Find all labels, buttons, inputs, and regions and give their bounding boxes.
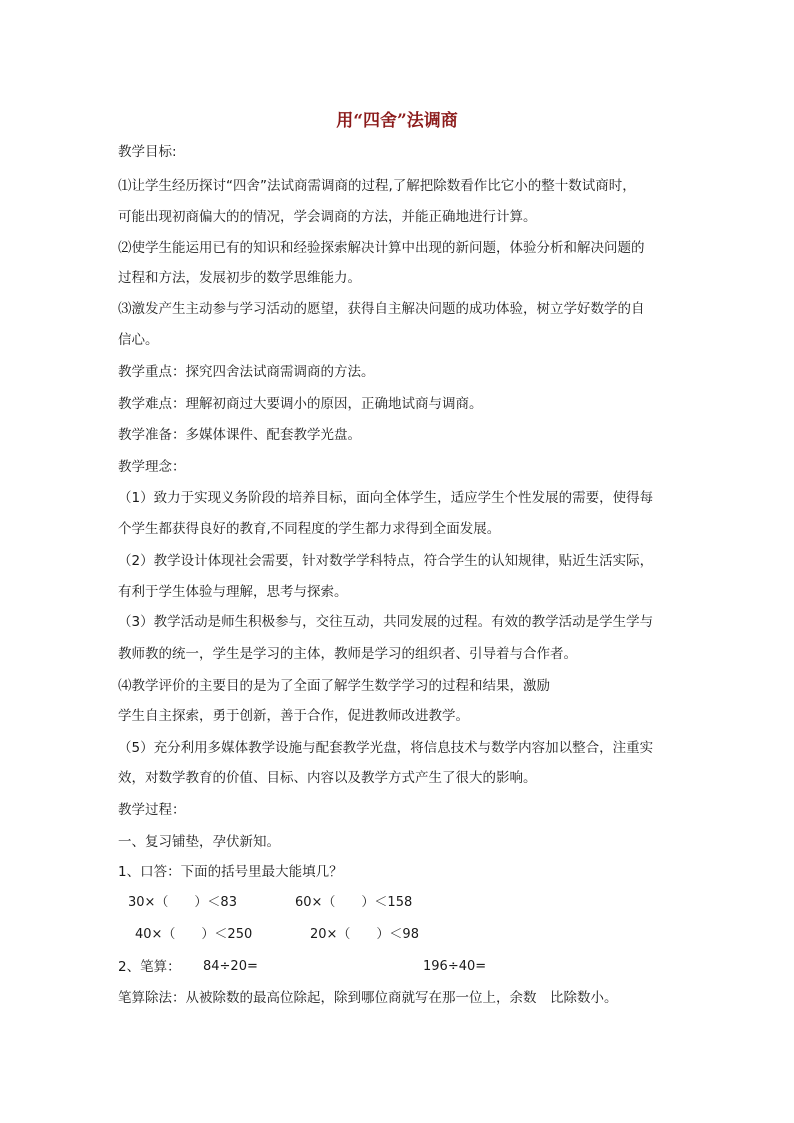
text-line: 效，对数学教育的价值、目标、内容以及教学方式产生了很大的影响。 [118,770,537,786]
text-line: （5）充分利用多媒体教学设施与配套教学光盘，将信息技术与数学内容加以整合，注重实 [118,740,654,756]
text-line: 可能出现初商偏大的的情况，学会调商的方法，并能正确地进行计算。 [118,209,537,225]
text-line: ⑵使学生能运用已有的知识和经验探索解决计算中出现的新问题，体验分析和解决问题的 [118,240,645,256]
text-line: 信心。 [118,332,159,348]
text-line: 过程和方法，发展初步的数学思维能力。 [118,270,361,286]
text-line: ⑶激发产生主动参与学习活动的愿望，获得自主解决问题的成功体验，树立学好数学的自 [118,301,645,317]
text-line: （1）致力于实现义务阶段的培养目标，面向全体学生，适应学生个性发展的需要，使得每 [118,490,654,506]
text-line: 教学目标: [118,144,177,160]
exercise-item: 40×（ ）＜250 [135,927,253,942]
text-line: 教师教的统一，学生是学习的主体，教师是学习的组织者、引导着与合作者。 [118,646,577,662]
exercise-item: 30×（ ）＜83 [128,895,237,910]
written-calc-question: 84÷20= [203,959,258,974]
text-line: 学生自主探索，勇于创新，善于合作，促进教师改进教学。 [118,708,469,724]
text-line: 个学生都获得良好的教育,不同程度的学生都力求得到全面发展。 [118,521,501,537]
text-line: 教学难点：理解初商过大要调小的原因，正确地试商与调商。 [118,396,483,412]
exercise-item: 20×（ ）＜98 [310,927,419,942]
text-line: 教学重点：探究四舍法试商需调商的方法。 [118,364,375,380]
text-line: （3）教学活动是师生积极参与，交往互动，共同发展的过程。有效的教学活动是学生学与 [118,614,654,630]
text-line: ⑷教学评价的主要目的是为了全面了解学生数学学习的过程和结果，激励 [118,678,550,694]
written-calc-label: 2、笔算： [118,959,181,975]
document-title: 用“四舍”法调商 [336,111,458,131]
text-line: 教学过程： [118,802,186,818]
exercise-item: 60×（ ）＜158 [295,895,413,910]
text-line: （2）教学设计体现社会需要，针对数学学科特点，符合学生的认知规律，贴近生活实际， [118,553,654,569]
text-line: 有利于学生体验与理解，思考与探索。 [118,584,348,600]
text-line: 教学理念： [118,459,186,475]
method-text: 笔算除法：从被除数的最高位除起，除到哪位商就写在那一位上，余数 比除数小。 [118,990,618,1006]
text-line: 1、口答：下面的括号里最大能填几？ [118,864,343,880]
text-line: ⑴让学生经历探讨“四舍”法试商需调商的过程,了解把除数看作比它小的整十数试商时， [118,178,636,194]
text-line: 教学准备：多媒体课件、配套教学光盘。 [118,427,361,443]
text-line: 一、复习铺垫，孕伏新知。 [118,834,280,850]
written-calc-question: 196÷40= [423,959,487,974]
